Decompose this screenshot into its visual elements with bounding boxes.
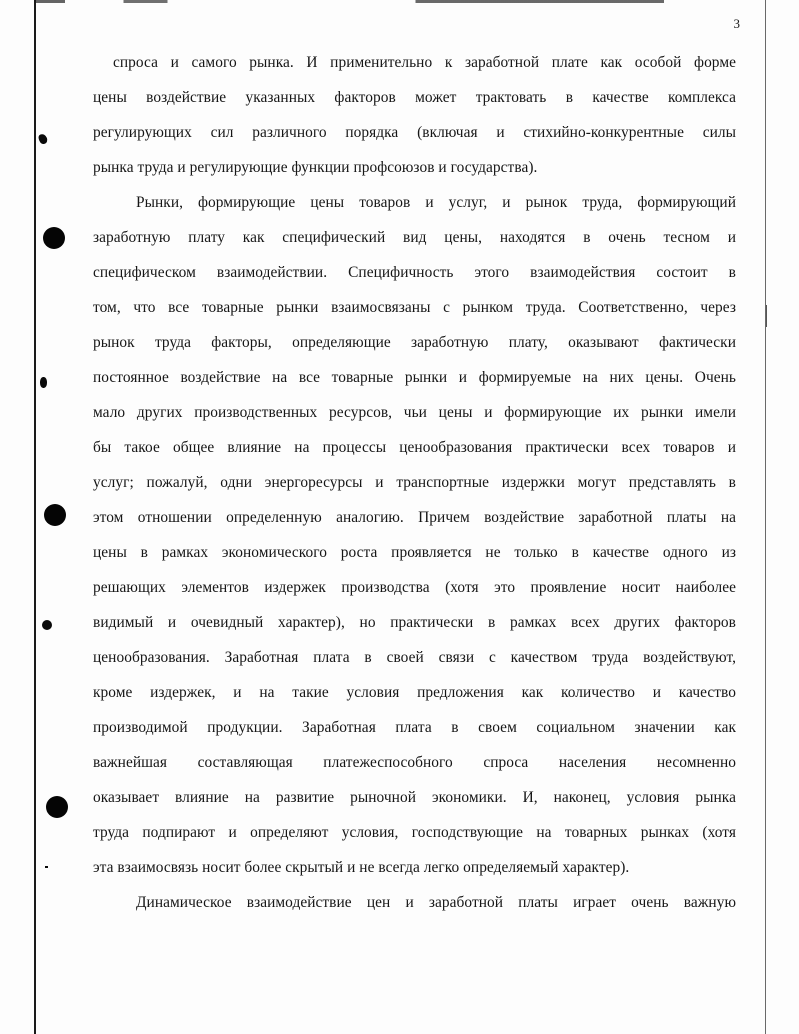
text-line: бы такое общее влияние на процессы ценообразования практически всех товаров и	[93, 439, 736, 456]
scan-mark	[766, 305, 767, 327]
text-line: рынка труда и регулирующие функции профсоюзов и государства).	[93, 159, 538, 176]
text-line: кроме издержек, и на такие условия предложения как количество и качество	[93, 684, 736, 701]
text-line: этом отношении определенную аналогию. Причем воздействие заработной платы на	[93, 509, 736, 526]
text-line: спроса и самого рынка. И применительно к заработной плате как особой форме	[113, 54, 736, 71]
scan-left-edge	[34, 0, 36, 1034]
text-line: регулирующих сил различного порядка (включая и стихийно-конкурентные силы	[93, 124, 736, 141]
punch-hole	[46, 796, 68, 818]
text-line: важнейшая составляющая платежеспособного спроса населения несомненно	[93, 754, 736, 771]
scan-speck	[38, 133, 49, 145]
punch-hole	[44, 504, 66, 526]
text-line: видимый и очевидный характер), но практически в рамках всех других факторов	[93, 614, 736, 631]
text-line: цены в рамках экономического роста проявляется не только в качестве одного из	[93, 544, 736, 561]
text-line: постоянное воздействие на все товарные рынки и формируемые на них цены. Очень	[93, 369, 736, 386]
text-line: оказывает влияние на развитие рыночной экономики. И, наконец, условия рынка	[93, 789, 736, 806]
text-line: услуг; пожалуй, одни энергоресурсы и транспортные издержки могут представлять в	[93, 474, 736, 491]
scan-speck	[40, 377, 47, 388]
scan-speck	[45, 866, 48, 868]
text-line: Рынки, формирующие цены товаров и услуг, и рынок труда, формирующий	[136, 194, 736, 211]
text-line: мало других производственных ресурсов, чьи цены и формирующие их рынки имели	[93, 404, 736, 421]
page-number: 3	[733, 16, 740, 31]
text-line: ценообразования. Заработная плата в своей связи с качеством труда воздействуют,	[93, 649, 736, 666]
text-line: заработную плату как специфический вид цены, находятся в очень тесном и	[93, 229, 736, 246]
text-line: производимой продукции. Заработная плата в своем социальном значении как	[93, 719, 736, 736]
text-line: труда подпирают и определяют условия, господствующие на товарных рынках (хотя	[93, 824, 736, 841]
text-line: решающих элементов издержек производства (хотя это проявление носит наиболее	[93, 579, 736, 596]
scan-speck	[42, 620, 52, 630]
text-line: том, что все товарные рынки взаимосвязаны с рынком труда. Соответственно, через	[93, 299, 736, 316]
text-line: эта взаимосвязь носит более скрытый и не всегда легко определяемый характер).	[93, 859, 630, 876]
text-line: цены воздействие указанных факторов может трактовать в качестве комплекса	[93, 89, 736, 106]
text-line: Динамическое взаимодействие цен и заработной платы играет очень важную	[136, 894, 736, 911]
scan-right-edge	[765, 0, 766, 1034]
text-line: рынок труда факторы, определяющие заработную плату, оказывают фактически	[93, 334, 736, 351]
scan-top-edge	[36, 0, 766, 3]
text-line: специфическом взаимодействии. Специфичность этого взаимодействия состоит в	[93, 264, 736, 281]
punch-hole	[43, 227, 65, 249]
